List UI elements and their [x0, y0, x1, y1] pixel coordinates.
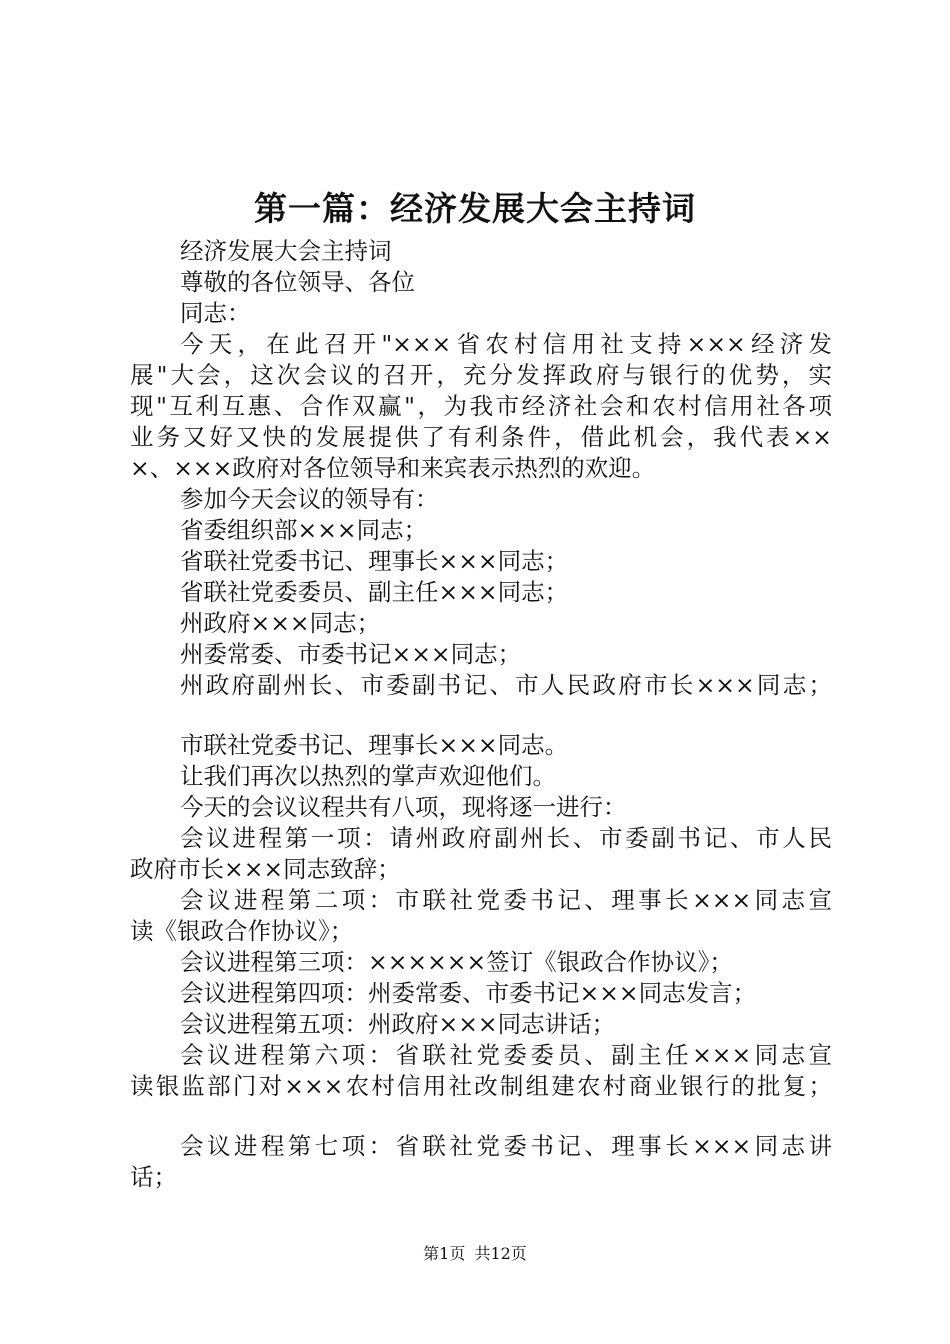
page-number: 第1页 共12页: [423, 1244, 527, 1263]
body-line-paragraph: 展"大会，这次会议的召开，充分发挥政府与银行的优势，实: [130, 361, 832, 389]
body-line-leader: 省联社党委书记、理事长×××同志；: [180, 547, 569, 575]
document-title: 第一篇：经济发展大会主持词: [254, 189, 696, 228]
blank-line: [130, 1102, 832, 1131]
body-line-agenda-item: 会议进程第五项：州政府×××同志讲话；: [180, 1010, 616, 1038]
body-line-paragraph: 现"互利互惠、合作双赢"，为我市经济社会和农村信用社各项: [130, 392, 832, 420]
body-line-leaders-intro: 参加今天会议的领导有：: [180, 485, 439, 513]
body-line-agenda-item: 话；: [130, 1163, 177, 1191]
body-line-leader: 州政府×××同志；: [180, 609, 381, 637]
body-line-paragraph: 业务又好又快的发展提供了有利条件，借此机会，我代表××: [130, 423, 832, 451]
body-line-agenda-item: 读银监部门对×××农村信用社改制组建农村商业银行的批复；: [130, 1072, 832, 1100]
body-line-leader: 州委常委、市委书记×××同志；: [180, 640, 522, 668]
body-line-welcome: 让我们再次以热烈的掌声欢迎他们。: [180, 762, 556, 790]
body-line-salutation: 尊敬的各位领导、各位: [180, 268, 415, 296]
body-line-agenda-item: 政府市长×××同志致辞；: [130, 855, 401, 883]
body-line-agenda-intro: 今天的会议议程共有八项，现将逐一进行：: [180, 793, 627, 821]
body-line-agenda-item: 会议进程第二项：市联社党委书记、理事长×××同志宣: [180, 886, 832, 914]
body-line-paragraph: ×、×××政府对各位领导和来宾表示热烈的欢迎。: [130, 454, 656, 482]
document-body: [130, 236, 832, 1193]
body-line-salutation-end: 同志：: [180, 299, 251, 327]
body-line-agenda-item: 会议进程第一项：请州政府副州长、市委副书记、市人民: [180, 824, 832, 852]
body-line-agenda-item: 会议进程第七项：省联社党委书记、理事长×××同志讲: [180, 1132, 832, 1160]
body-line-paragraph: 今天，在此召开"×××省农村信用社支持×××经济发: [180, 330, 832, 358]
body-line-agenda-item: 会议进程第六项：省联社党委委员、副主任×××同志宣: [180, 1041, 832, 1069]
body-line-leader: 市联社党委书记、理事长×××同志。: [180, 731, 569, 759]
body-line-agenda-item: 读《银政合作协议》；: [130, 917, 354, 945]
body-line-leader: 州政府副州长、市委副书记、市人民政府市长×××同志；: [180, 671, 832, 699]
body-line-heading: 经济发展大会主持词: [180, 237, 392, 265]
blank-line: [130, 701, 832, 730]
body-line-leader: 省联社党委委员、副主任×××同志；: [180, 578, 569, 606]
body-line-agenda-item: 会议进程第四项：州委常委、市委书记×××同志发言；: [180, 979, 757, 1007]
body-line-agenda-item: 会议进程第三项：××××××签订《银政合作协议》；: [180, 948, 733, 976]
body-line-leader: 省委组织部×××同志；: [180, 516, 428, 544]
